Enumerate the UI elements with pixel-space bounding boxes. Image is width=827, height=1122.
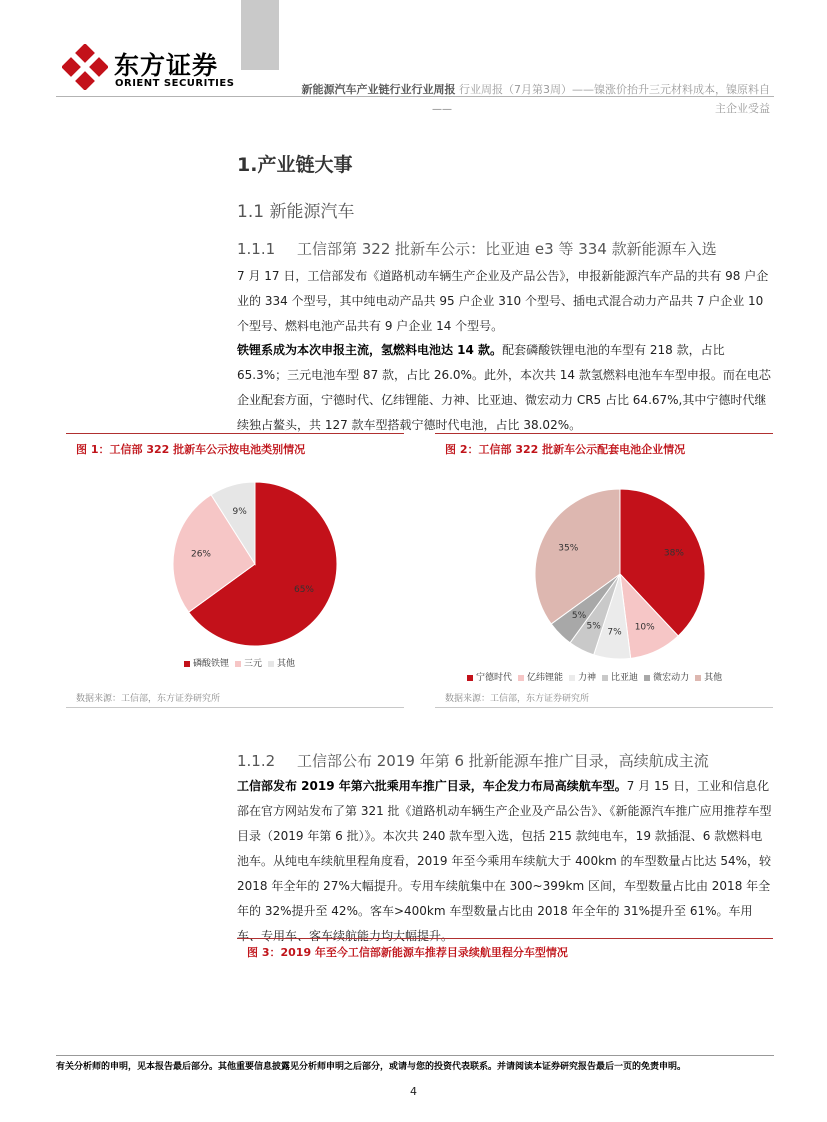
header-small-mark: ——	[432, 104, 452, 115]
legend-label: 磷酸铁锂	[193, 659, 230, 669]
report-title	[295, 80, 770, 118]
legend-label: 微宏动力	[653, 673, 690, 683]
pie-data-label-3: 9%	[232, 507, 247, 518]
company-logo	[62, 44, 237, 94]
subsubsection-heading-2	[237, 750, 709, 771]
legend-item-2	[235, 656, 262, 669]
legend-item-3	[569, 670, 596, 683]
figure-2-title: 图 2：工信部 322 批新车公示配套电池企业情况	[445, 443, 686, 456]
legend-swatch	[235, 661, 241, 667]
heading-text: 工信部第 322 批新车公示：比亚迪 e3 等 334 款新能源车入选	[297, 240, 717, 258]
paragraph-1: 7 月 17 日，工信部发布《道路机动车辆生产企业及产品公告》，申报新能源汽车产品的共有 98 户企业的 334 个型号，其中纯电动产品共 95 户企业 310 个型号、插电式混合动力产品共 7 户企业 10 个型号、燃料电池产品共有 9 户企业 14 个型号。	[237, 269, 769, 333]
pie-data-label-4: 5%	[586, 621, 601, 632]
legend-label: 其他	[277, 659, 296, 669]
pie-data-label-5: 5%	[571, 611, 587, 621]
legend-label: 三元	[244, 659, 263, 669]
subsection-heading: 1.1 新能源汽车	[237, 202, 355, 222]
pie-data-label-3: 7%	[607, 627, 622, 638]
figure-2-legend	[467, 670, 728, 683]
paragraph-3-body: 7 月 15 日，工业和信息化部在官方网站发布了第 321 批《道路机动车辆生产企业及产品公告》、《新能源汽车推广应用推荐车型目录（2019 年第 6 批）》。本次共 240 款车型入选，包括 215 款纯电车，19 款插混、6 款燃料电池车。从纯电车续航里程角度看，2019 年至今乘用车续航大于 400km 的车型数量占比达 54%，较 2018 年全年的 27%大幅提升。专用车续航集中在 300~399km 区间，车型数量占比由 2018 年全年的 32%提升至 42%。客车>400km 车型数量占比由 2018 年全年的 31%提升至 61%。车用车、专用车、客车续航能力均大幅提升。	[237, 779, 772, 943]
legend-item-2	[518, 670, 563, 683]
figure-1-title: 图 1：工信部 322 批新车公示按电池类别情况	[76, 443, 306, 456]
pie-data-label-1: 65%	[293, 585, 315, 595]
figure-2-source: 数据来源：工信部，东方证券研究所	[445, 694, 590, 704]
legend-swatch	[644, 675, 650, 681]
pie-data-label-2: 26%	[190, 549, 212, 560]
legend-swatch	[602, 675, 608, 681]
figure-1-legend	[184, 656, 301, 669]
section-heading: 1.产业链大事	[237, 154, 353, 176]
paragraph-3	[237, 774, 772, 949]
legend-item-6	[695, 670, 722, 683]
pie-data-label-2: 10%	[634, 622, 655, 633]
legend-item-1	[184, 656, 229, 669]
page-number: 4	[410, 1085, 417, 1098]
legend-item-1	[467, 670, 512, 683]
heading-number: 1.1.1	[237, 240, 276, 258]
figure-1-source: 数据来源：工信部，东方证券研究所	[76, 694, 221, 704]
logo-mark-icon	[62, 44, 108, 90]
header-rule	[56, 96, 774, 97]
pie-data-label-1: 38%	[663, 548, 684, 559]
legend-item-3	[268, 656, 295, 669]
legend-label: 其他	[704, 673, 723, 683]
legend-item-5	[644, 670, 689, 683]
logo-chinese-name: 东方证券	[114, 51, 219, 80]
logo-english-name: ORIENT SECURITIES	[115, 78, 235, 89]
pie-chart-battery-supplier	[435, 434, 773, 704]
report-title-bold: 新能源汽车产业链行业行业周报	[301, 83, 456, 96]
paragraph-2	[237, 338, 772, 438]
paragraph-3-lead: 工信部发布 2019 年第六批乘用车推广目录，车企发力布局高续航车型。	[237, 779, 627, 793]
legend-label: 力神	[578, 673, 597, 683]
legend-label: 宁德时代	[476, 673, 513, 683]
report-title-line2: 主企业受益	[715, 102, 770, 115]
footer-disclaimer: 有关分析师的申明，见本报告最后部分。其他重要信息披露见分析师申明之后部分，或请与您的投资代表联系。并请阅读本证券研究报告最后一页的免责申明。	[56, 1062, 687, 1072]
report-title-rest: 行业周报（7月第3周）——镍涨价抬升三元材料成本，镍原料自	[459, 83, 770, 96]
heading-number: 1.1.2	[237, 752, 276, 770]
legend-item-4	[602, 670, 638, 683]
subsubsection-heading-1	[237, 238, 717, 259]
footer-rule	[56, 1055, 774, 1056]
legend-label: 比亚迪	[611, 673, 639, 683]
heading-text: 工信部公布 2019 年第 6 批新能源车推广目录，高续航成主流	[297, 752, 709, 770]
legend-label: 亿纬锂能	[527, 673, 564, 683]
figure-3-title: 图 3：2019 年至今工信部新能源车推荐目录续航里程分车型情况	[247, 946, 568, 959]
legend-swatch	[569, 675, 575, 681]
figure-3	[237, 938, 773, 963]
legend-swatch	[518, 675, 524, 681]
figure-2	[435, 433, 773, 708]
legend-swatch	[695, 675, 701, 681]
figure-1	[66, 433, 404, 708]
header-gray-block	[241, 0, 279, 70]
paragraph-2-body: 配套磷酸铁锂电池的车型有 218 款，占比 65.3%；三元电池车型 87 款，占比 26.0%。此外，本次共 14 款氢燃料电池车车型申报。而在电芯企业配套方面，宁德时代、亿纬锂能、力神、比亚迪、微宏动力 CR5 占比 64.67%,其中宁德时代继续独占鳌头，共 127 款车型搭载宁德时代电池，占比 38.02%。	[237, 343, 771, 432]
legend-swatch	[268, 661, 274, 667]
legend-swatch	[184, 661, 190, 667]
legend-swatch	[467, 675, 473, 681]
pie-data-label-6: 35%	[558, 543, 579, 554]
paragraph-2-lead: 铁锂系成为本次申报主流，氢燃料电池达 14 款。	[237, 343, 503, 357]
